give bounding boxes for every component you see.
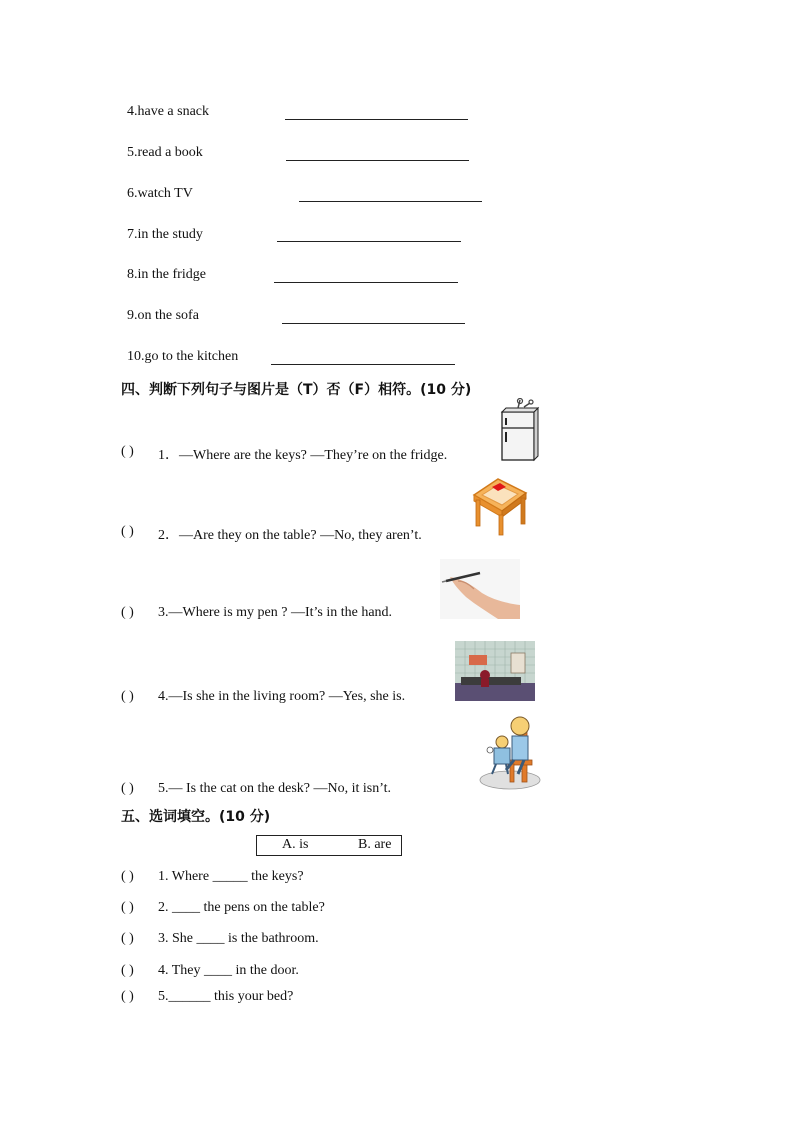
- fill-blank[interactable]: ______: [168, 989, 211, 1004]
- fill-blank[interactable]: ____: [204, 963, 233, 978]
- phrase-item: 8.in the fridge: [127, 267, 206, 282]
- answer-paren[interactable]: ( ): [121, 444, 134, 459]
- fill-in-sentence: [158, 931, 319, 947]
- sentence-start: 4. They: [158, 963, 205, 978]
- phrase-item: 5.read a book: [127, 145, 203, 160]
- fill-blank[interactable]: ____: [196, 931, 225, 946]
- sentence-end: in the door.: [232, 963, 299, 978]
- fill-blank[interactable]: ____: [172, 900, 200, 915]
- fill-in-sentence: [158, 963, 299, 979]
- question-text: 4.—Is she in the living room? —Yes, she is.: [158, 689, 406, 704]
- option-a: A. is: [282, 837, 309, 852]
- answer-line[interactable]: [282, 323, 465, 324]
- phrase-item: 4.have a snack: [127, 104, 210, 119]
- fill-in-sentence: [158, 900, 325, 916]
- word-options-box: [256, 835, 402, 856]
- answer-line[interactable]: [285, 119, 468, 120]
- fill-blank[interactable]: _____: [212, 869, 248, 884]
- answer-paren[interactable]: ( ): [121, 900, 134, 915]
- phrase-item: 6.watch TV: [127, 186, 193, 201]
- sentence-end: this your bed?: [210, 989, 294, 1004]
- question-text: 1．—Where are the keys? —They’re on the fridge.: [158, 448, 448, 463]
- section-5-heading: 五、选词填空。(10 分): [121, 809, 271, 825]
- sentence-start: 1. Where: [158, 869, 213, 884]
- phrase-item: 9.on the sofa: [127, 308, 199, 323]
- option-b: B. are: [358, 837, 392, 852]
- sentence-end: the pens on the table?: [200, 900, 325, 915]
- question-text: 2．—Are they on the table? —No, they aren’t.: [158, 528, 422, 543]
- phrase-item: 10.go to the kitchen: [127, 349, 239, 364]
- answer-paren[interactable]: ( ): [121, 689, 134, 704]
- fill-in-sentence: [158, 869, 304, 885]
- answer-line[interactable]: [299, 201, 482, 202]
- answer-paren[interactable]: ( ): [121, 931, 134, 946]
- sentence-end: is the bathroom.: [224, 931, 319, 946]
- answer-line[interactable]: [274, 282, 458, 283]
- sentence-start: 3. She: [158, 931, 197, 946]
- answer-line[interactable]: [286, 160, 469, 161]
- hand-pen-image: [440, 559, 520, 619]
- answer-paren[interactable]: ( ): [121, 605, 134, 620]
- answer-line[interactable]: [277, 241, 461, 242]
- question-text: 5.— Is the cat on the desk? —No, it isn’t.: [158, 781, 392, 796]
- sentence-start: 2.: [158, 900, 172, 915]
- table-image: [470, 473, 530, 537]
- man-child-chair-image: [478, 714, 542, 790]
- section-4-heading: 四、判断下列句子与图片是（T）否（F）相符。(10 分): [121, 382, 472, 398]
- answer-line[interactable]: [271, 364, 455, 365]
- question-text: 3.—Where is my pen ? —It’s in the hand.: [158, 605, 393, 620]
- answer-paren[interactable]: ( ): [121, 524, 134, 539]
- answer-paren[interactable]: ( ): [121, 781, 134, 796]
- answer-paren[interactable]: ( ): [121, 869, 134, 884]
- fridge-image: [496, 398, 540, 462]
- living-room-image: [455, 641, 535, 701]
- answer-paren[interactable]: ( ): [121, 989, 134, 1004]
- sentence-start: 5.: [158, 989, 169, 1004]
- sentence-end: the keys?: [247, 869, 304, 884]
- phrase-item: 7.in the study: [127, 227, 203, 242]
- answer-paren[interactable]: ( ): [121, 963, 134, 978]
- fill-in-sentence: [158, 989, 293, 1005]
